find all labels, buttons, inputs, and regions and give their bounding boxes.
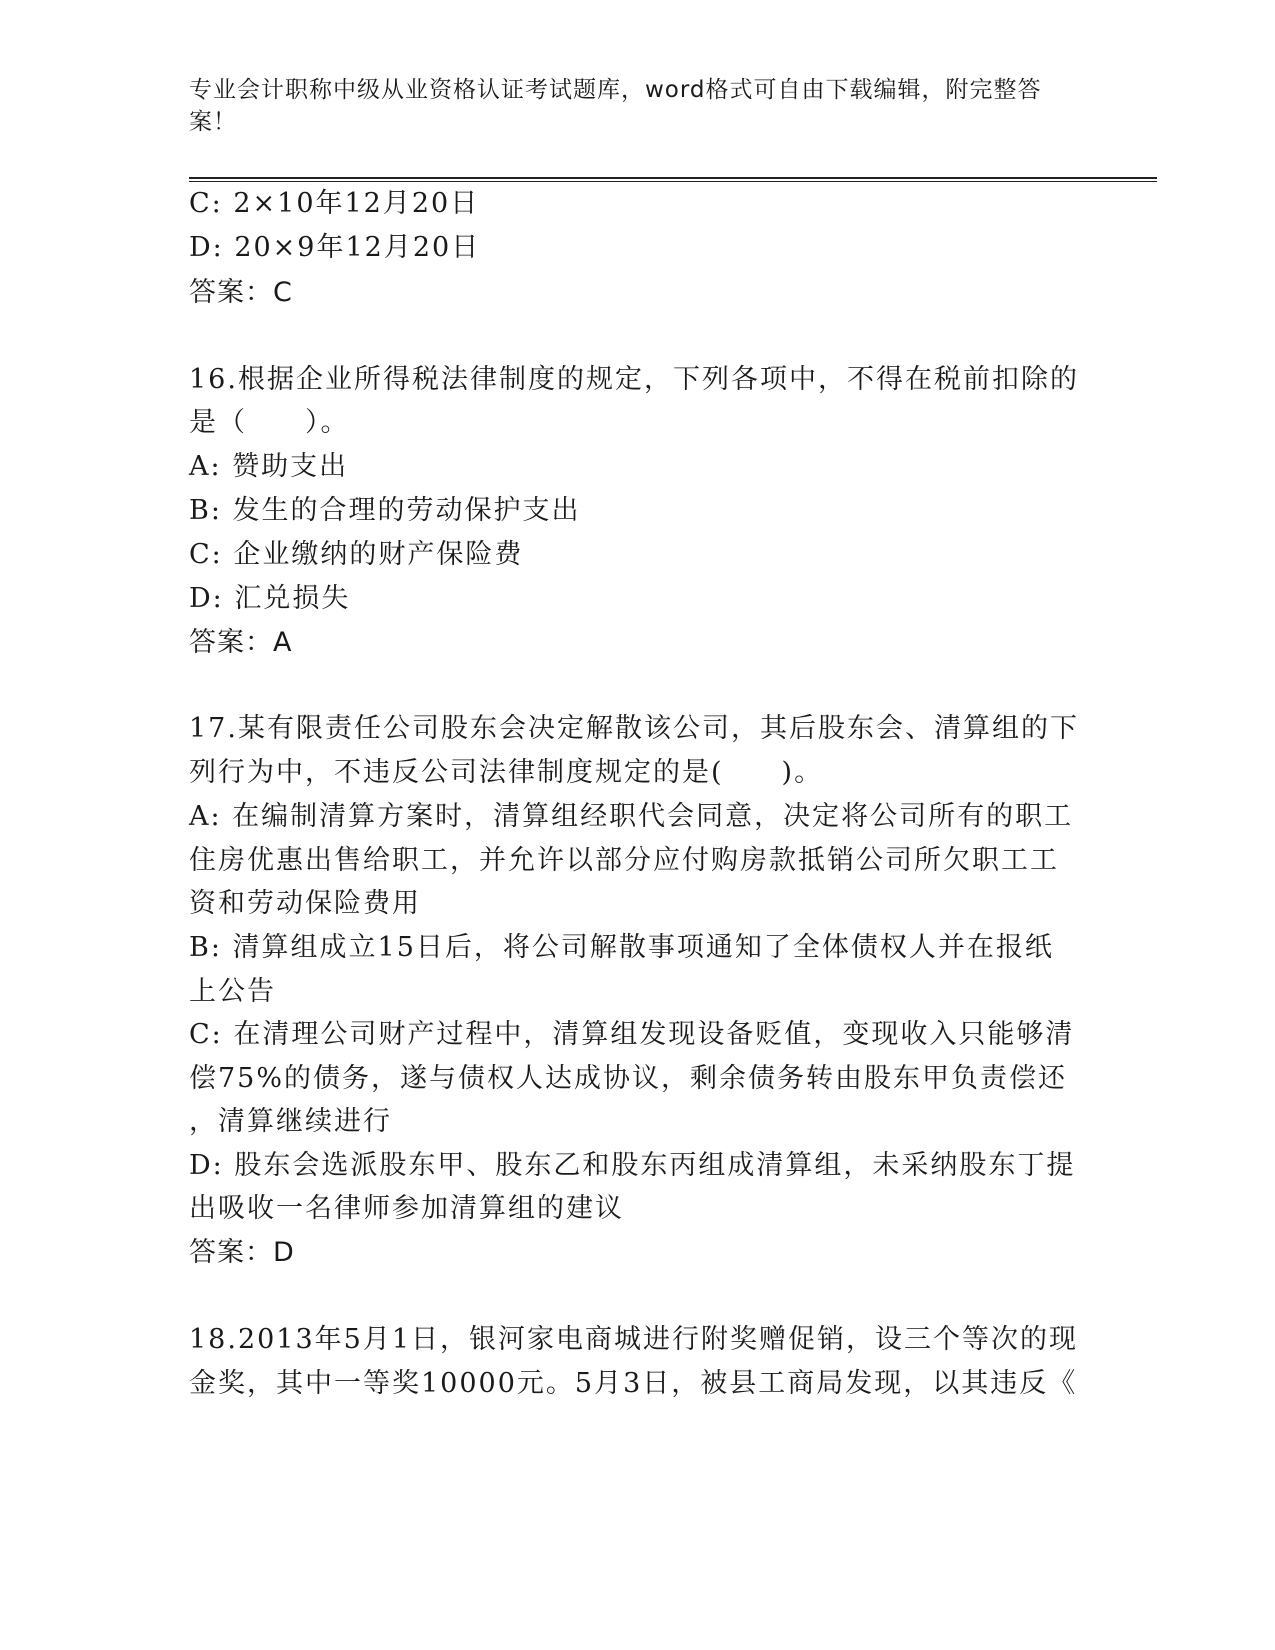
option-d: D: 20×9年12月20日 (189, 232, 481, 263)
question-17-option-line: C: 在清理公司财产过程中，清算组发现设备贬值，变现收入只能够清 (189, 1019, 1075, 1050)
question-16-option-b: B: 发生的合理的劳动保护支出 (189, 495, 581, 526)
question-17-option-line: 偿75%的债务，遂与债权人达成协议，剩余债务转由股东甲负责偿还 (189, 1063, 1068, 1094)
question-16-option-c: C: 企业缴纳的财产保险费 (189, 539, 524, 570)
question-17-stem-line-1: 17.某有限责任公司股东会决定解散该公司，其后股东会、清算组的下 (189, 713, 1079, 744)
question-17-answer: 答案：D (189, 1237, 295, 1268)
question-17-option-line: ，清算继续进行 (189, 1106, 392, 1137)
question-16-option-d: D: 汇兑损失 (189, 583, 351, 614)
question-17-option-line: 资和劳动保险费用 (189, 888, 421, 919)
question-17-stem-line-2: 列行为中，不违反公司法律制度规定的是( )。 (189, 757, 824, 788)
question-17-option-line: 出吸收一名律师参加清算组的建议 (189, 1193, 624, 1224)
question-18-stem-line-1: 18.2013年5月1日，银河家电商城进行附奖赠促销，设三个等次的现 (189, 1324, 1079, 1355)
option-c: C: 2×10年12月20日 (189, 188, 480, 219)
question-18-stem-line-2: 金奖，其中一等奖10000元。5月3日，被县工商局发现，以其违反《 (189, 1368, 1078, 1399)
question-16-answer: 答案：A (189, 627, 293, 658)
question-17-option-line: B: 清算组成立15日后，将公司解散事项通知了全体债权人并在报纸 (189, 932, 1054, 963)
answer-line: 答案：C (189, 277, 293, 308)
question-16-stem-line-2: 是（ ）。 (189, 407, 350, 438)
question-17-option-line: 住房优惠出售给职工，并允许以部分应付购房款抵销公司所欠职工工 (189, 845, 1059, 876)
question-17-option-line: D: 股东会选派股东甲、股东乙和股东丙组成清算组，未采纳股东丁提 (189, 1150, 1076, 1181)
page-header: 专业会计职称中级从业资格认证考试题库，word格式可自由下载编辑，附完整答案！ (189, 77, 1042, 135)
question-16-option-a: A: 赞助支出 (189, 451, 349, 482)
question-17-option-line: 上公告 (189, 976, 276, 1007)
question-17-option-line: A: 在编制清算方案时，清算组经职代会同意，决定将公司所有的职工 (189, 801, 1074, 832)
question-16-stem-line-1: 16.根据企业所得税法律制度的规定，下列各项中，不得在税前扣除的 (189, 364, 1079, 395)
header-divider (189, 177, 1157, 182)
